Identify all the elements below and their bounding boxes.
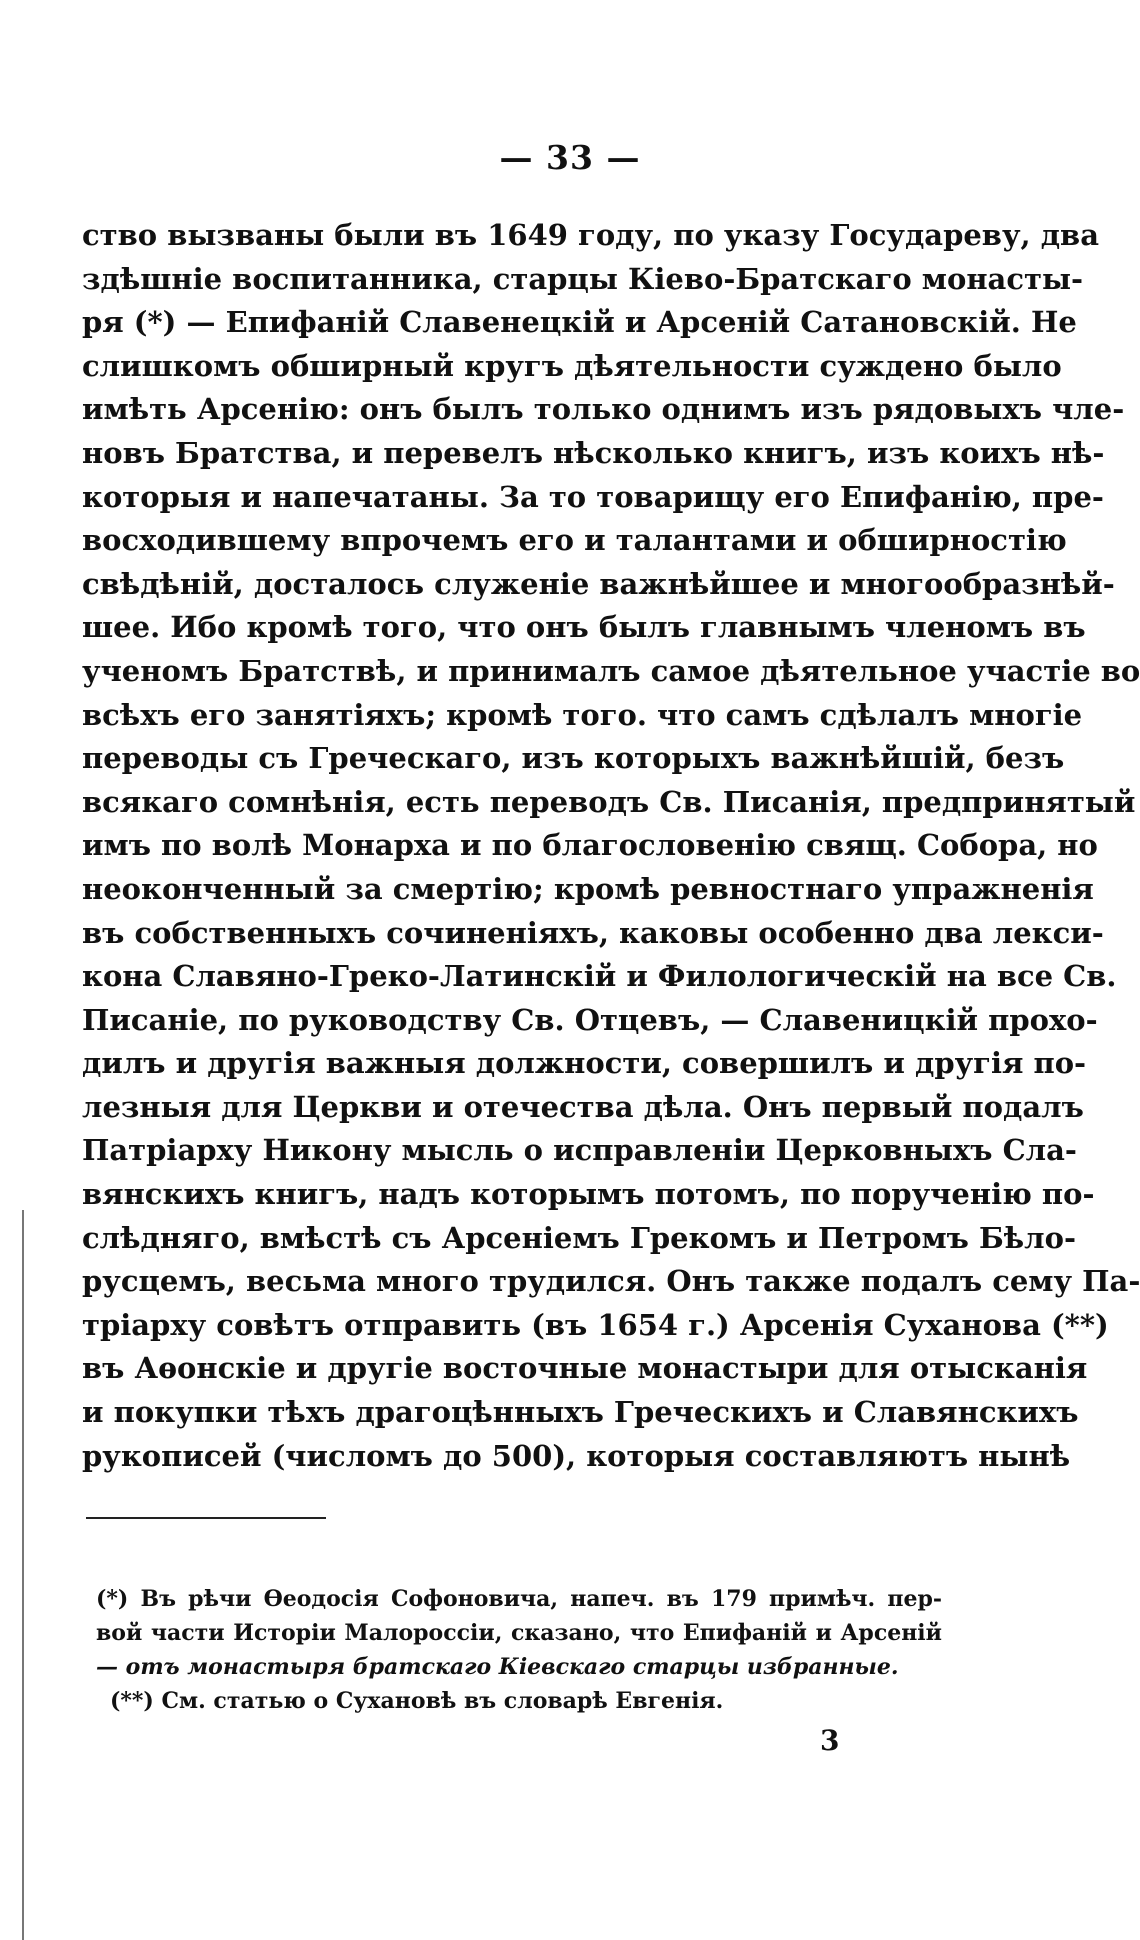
text-line: вянскихъ книгъ, надъ которымъ потомъ, по порученію по- bbox=[82, 1177, 1095, 1212]
text-line: въ собственныхъ сочиненіяхъ, каковы особенно два лекси- bbox=[82, 915, 1104, 950]
text-line: слишкомъ обширный кругъ дѣятельности суждено было bbox=[82, 348, 1062, 383]
text-line: Писаніе, по руководству Св. Отцевъ, — Славеницкій прохо- bbox=[82, 1002, 1098, 1037]
text-line: тріарху совѣтъ отправить (въ 1654 г.) Арсенія Суханова (**) bbox=[82, 1307, 1109, 1342]
text-line: Патріарху Никону мысль о исправленіи Церковныхъ Сла- bbox=[82, 1133, 1077, 1168]
text-line: рукописей (числомъ до 500), которыя составляютъ нынѣ bbox=[82, 1438, 1071, 1473]
text-line: и покупки тѣхъ драгоцѣнныхъ Греческихъ и Славянскихъ bbox=[82, 1395, 1079, 1430]
text-line: слѣдняго, вмѣстѣ съ Арсеніемъ Грекомъ и Петромъ Бѣло- bbox=[82, 1220, 1076, 1255]
text-line: всѣхъ его занятіяхъ; кромѣ того. что самъ сдѣлалъ многіе bbox=[82, 697, 1083, 732]
text-line: всякаго сомнѣнія, есть переводъ Св. Писанія, предпринятый bbox=[82, 784, 1136, 819]
text-line: ство вызваны были въ 1649 году, по указу Государеву, два bbox=[82, 218, 1099, 252]
text-line: восходившему впрочемъ его и талантами и обширностію bbox=[82, 523, 1067, 558]
footnote-1-line: (*) Въ рѣчи Ѳеодосія Софоновича, напеч. въ 179 примѣч. пер- bbox=[96, 1586, 942, 1612]
text-line: кона Славяно-Греко-Латинскій и Филологическій на все Св. bbox=[82, 959, 1117, 994]
page-number: — 33 — bbox=[499, 138, 641, 177]
footnote-separator bbox=[86, 1517, 326, 1519]
text-line: которыя и напечатаны. За то товарищу его Епифанію, пре- bbox=[82, 479, 1104, 514]
text-line: новъ Братства, и перевелъ нѣсколько книгъ, изъ коихъ нѣ- bbox=[82, 435, 1105, 470]
footnote-2: (**) См. статью о Сухановѣ въ словарѣ Евгенія. bbox=[110, 1688, 724, 1714]
text-line: неоконченный за смертію; кромѣ ревностнаго упражненія bbox=[82, 871, 1094, 906]
text-line: свѣдѣній, досталось служеніе важнѣйшее и многообразнѣй- bbox=[82, 566, 1115, 601]
footnotes bbox=[96, 1582, 942, 1718]
text-line: въ Аѳонскіе и другіе восточные монастыри для отысканія bbox=[82, 1351, 1088, 1386]
text-line: здѣшніе воспитанника, старцы Кіево-Братскаго монасты- bbox=[82, 261, 1084, 296]
text-line: ря (*) — Епифаній Славенецкій и Арсеній Сатановскій. Не bbox=[82, 305, 1077, 340]
text-line: русцемъ, весьма много трудился. Онъ также подалъ сему Па- bbox=[82, 1264, 1140, 1299]
page-edge-line bbox=[22, 1210, 24, 1940]
text-line: шее. Ибо кромѣ того, что онъ былъ главнымъ членомъ въ bbox=[82, 610, 1086, 645]
text-line: лезныя для Церкви и отечества дѣла. Онъ первый подалъ bbox=[82, 1089, 1084, 1124]
text-line: имѣть Арсенію: онъ былъ только однимъ изъ рядовыхъ чле- bbox=[82, 392, 1125, 427]
text-line: переводы съ Греческаго, изъ которыхъ важнѣйшій, безъ bbox=[82, 741, 1065, 776]
body-text bbox=[82, 214, 1140, 1478]
footnote-1-line: вой части Исторіи Малороссіи, сказано, что Епифаній и Арсеній bbox=[96, 1620, 942, 1646]
signature-mark: 3 bbox=[820, 1724, 840, 1757]
text-line: имъ по волѣ Монарха и по благословенію свящ. Собора, но bbox=[82, 828, 1098, 863]
text-line: ученомъ Братствѣ, и принималъ самое дѣятельное участіе во bbox=[82, 653, 1140, 688]
text-line: дилъ и другія важныя должности, совершилъ и другія по- bbox=[82, 1046, 1087, 1081]
footnote-1-quote: — отъ монастыря братскаго Кіевскаго старцы избранные. bbox=[96, 1654, 899, 1680]
